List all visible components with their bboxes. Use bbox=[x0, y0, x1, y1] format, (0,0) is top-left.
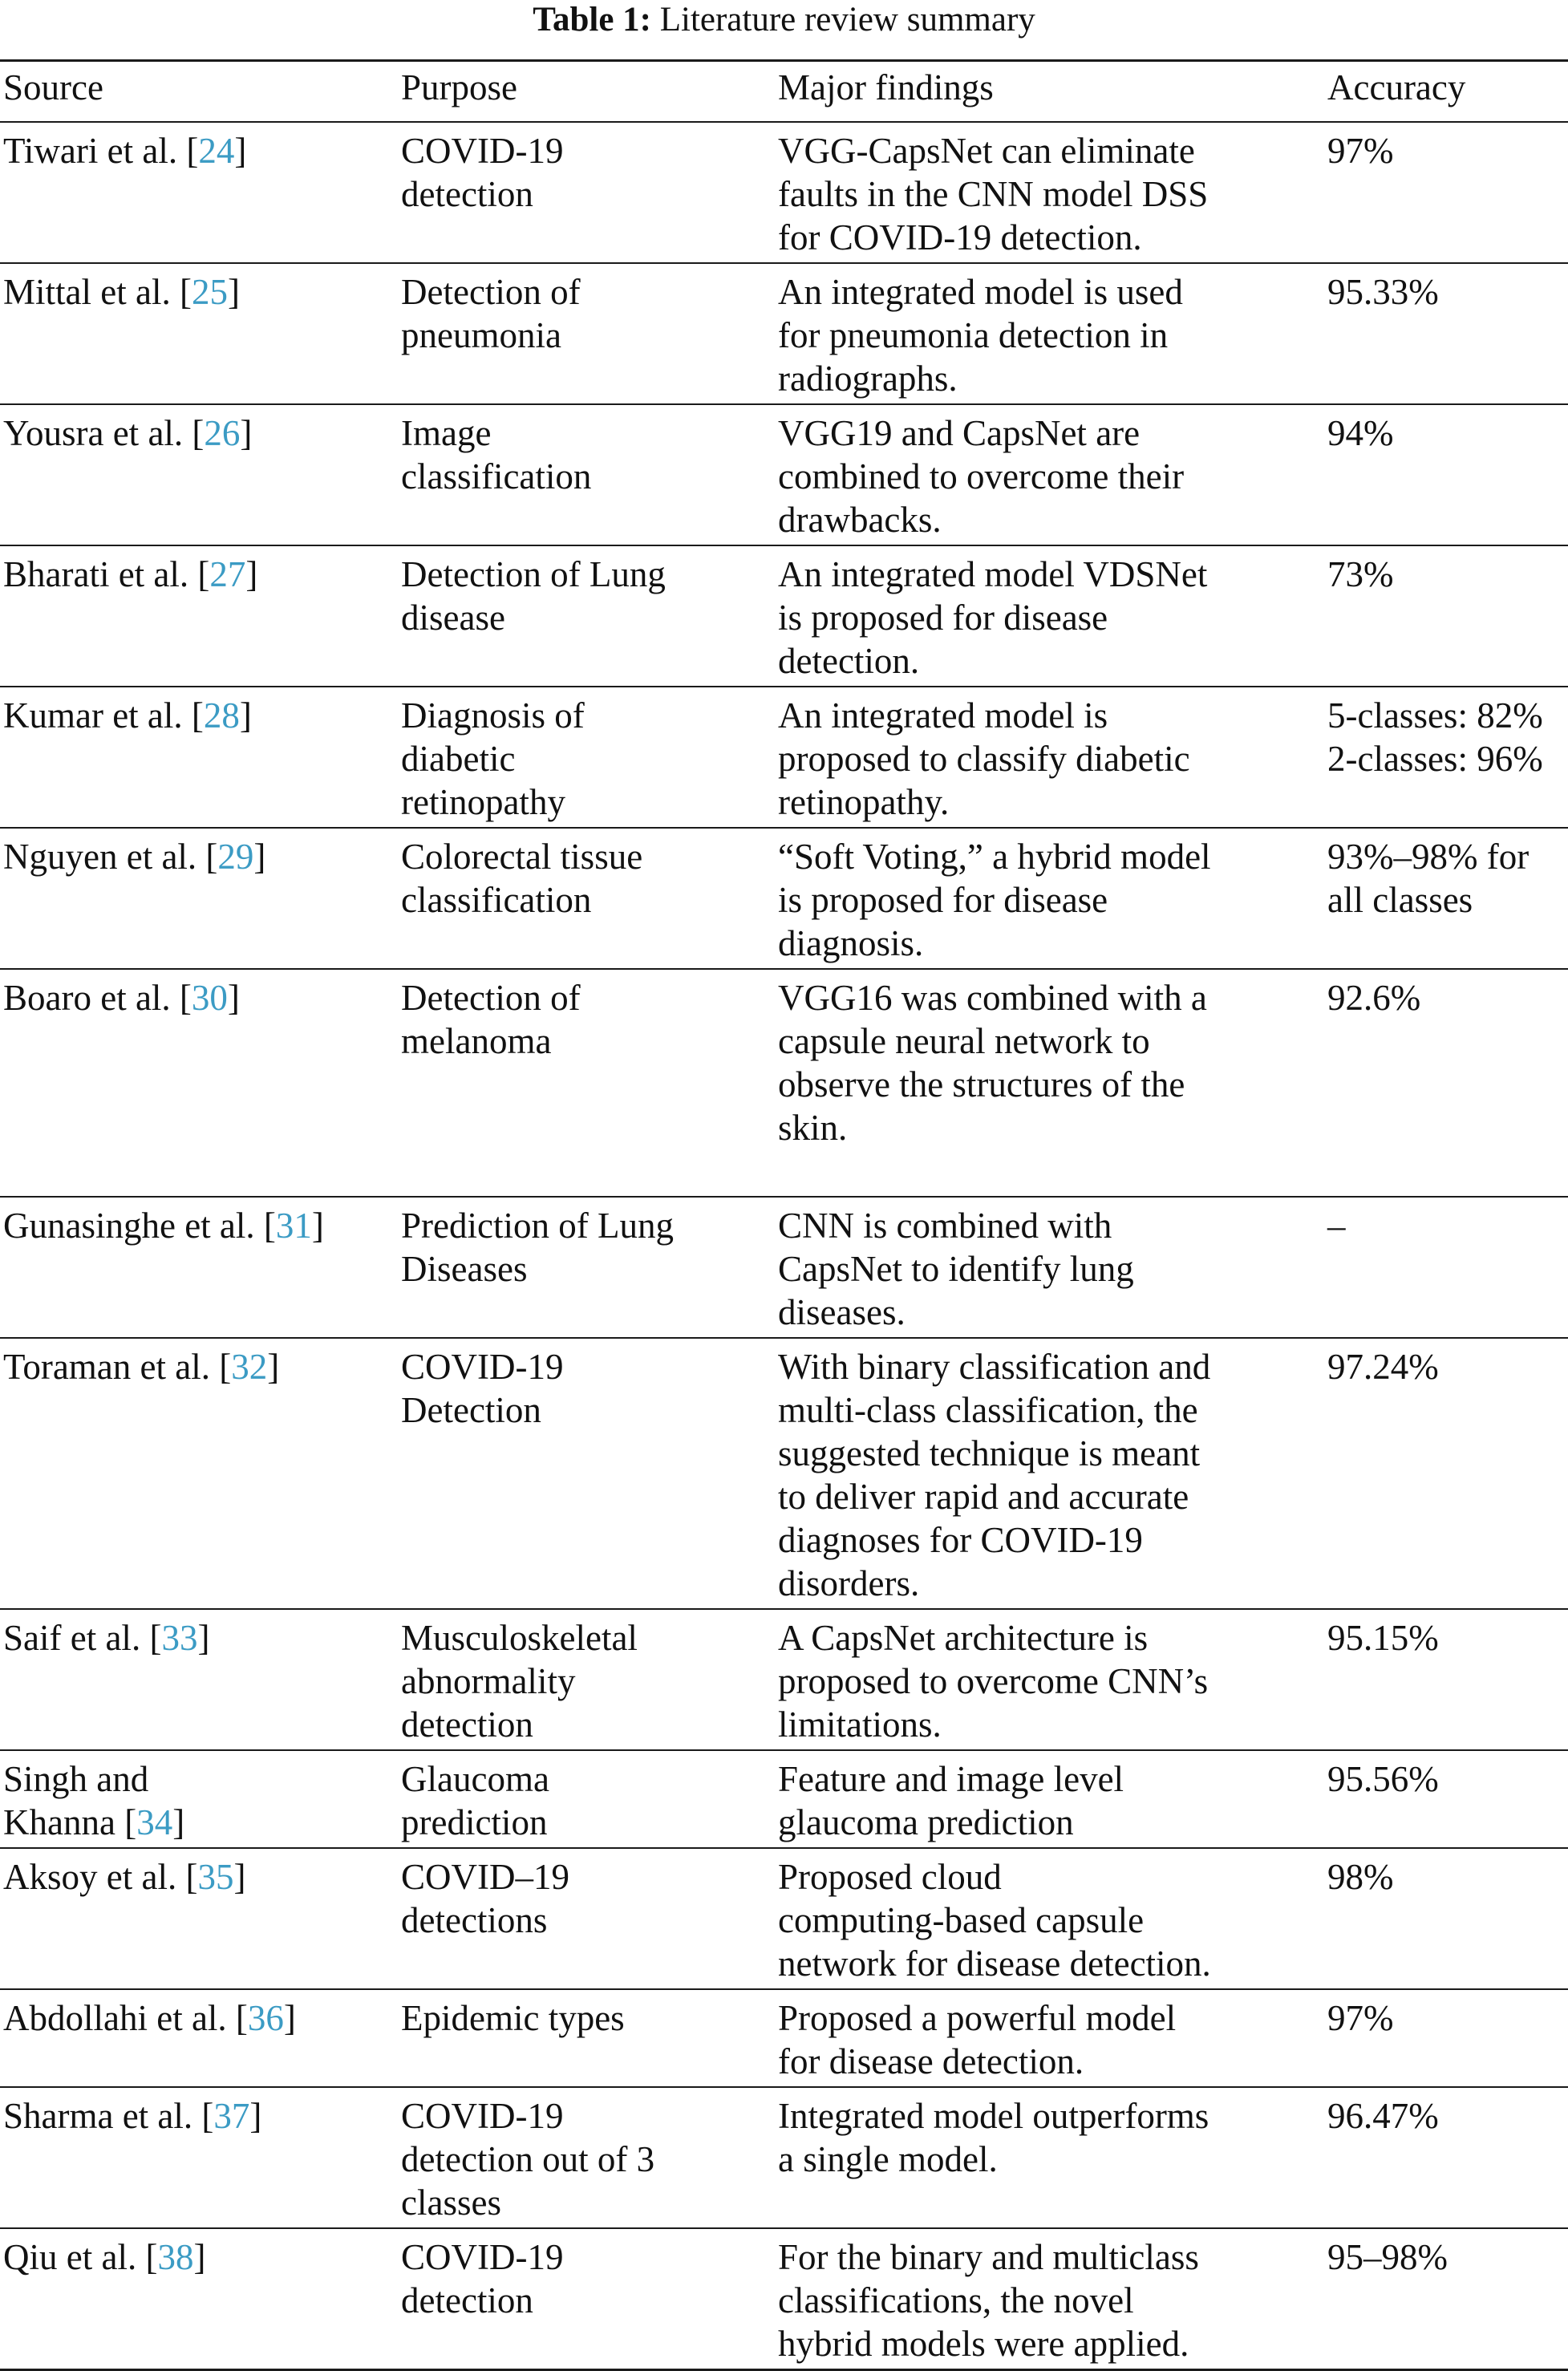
purpose-line: Diseases bbox=[401, 1249, 528, 1289]
citation-bracket: ] bbox=[253, 837, 266, 877]
purpose-cell bbox=[401, 270, 766, 357]
accuracy-cell bbox=[1327, 1345, 1565, 1388]
findings-line: to deliver rapid and accurate bbox=[778, 1477, 1189, 1517]
findings-line: proposed to classify diabetic bbox=[778, 739, 1190, 779]
accuracy-cell bbox=[1327, 129, 1565, 172]
findings-line: diagnosis. bbox=[778, 923, 924, 963]
findings-line: proposed to overcome CNN’s bbox=[778, 1661, 1209, 1701]
accuracy-cell bbox=[1327, 1757, 1565, 1801]
source-line bbox=[3, 1345, 388, 1388]
accuracy-cell bbox=[1327, 411, 1565, 455]
column-header-accuracy: Accuracy bbox=[1327, 67, 1466, 107]
findings-line: diseases. bbox=[778, 1292, 906, 1332]
source-author: Abdollahi et al. [ bbox=[3, 1998, 248, 2038]
accuracy-line: 73% bbox=[1327, 554, 1394, 594]
purpose-cell bbox=[401, 411, 766, 498]
source-cell bbox=[3, 1345, 388, 1388]
source-author: Mittal et al. [ bbox=[3, 272, 192, 312]
findings-line: combined to overcome their bbox=[778, 456, 1185, 496]
purpose-line: classes bbox=[401, 2183, 501, 2223]
purpose-line: Detection of bbox=[401, 978, 581, 1018]
accuracy-cell bbox=[1327, 1204, 1565, 1247]
source-line bbox=[3, 411, 388, 455]
citation-bracket: ] bbox=[249, 2096, 262, 2136]
citation-bracket: ] bbox=[233, 1857, 246, 1897]
purpose-line: detection bbox=[401, 2280, 533, 2320]
citation-link[interactable]: 38 bbox=[157, 2237, 194, 2277]
purpose-line: disease bbox=[401, 598, 505, 638]
source-line bbox=[3, 1616, 388, 1660]
table-row bbox=[0, 123, 1568, 262]
citation-bracket: ] bbox=[193, 2237, 206, 2277]
source-cell bbox=[3, 2235, 388, 2279]
findings-line: CapsNet to identify lung bbox=[778, 1249, 1134, 1289]
citation-link[interactable]: 31 bbox=[275, 1206, 312, 1246]
findings-line: VGG19 and CapsNet are bbox=[778, 413, 1141, 453]
source-line bbox=[3, 129, 388, 172]
source-author: Gunasinghe et al. [ bbox=[3, 1206, 276, 1246]
column-header-findings: Major findings bbox=[778, 67, 994, 107]
purpose-line: detections bbox=[401, 1900, 548, 1940]
findings-line: observe the structures of the bbox=[778, 1064, 1185, 1104]
accuracy-cell bbox=[1327, 1855, 1565, 1899]
purpose-line: Prediction of Lung bbox=[401, 1206, 674, 1246]
accuracy-line: 97% bbox=[1327, 1998, 1394, 2038]
source-cell bbox=[3, 1204, 388, 1247]
accuracy-line: 93%–98% for bbox=[1327, 837, 1530, 877]
findings-line: for pneumonia detection in bbox=[778, 315, 1169, 355]
purpose-cell bbox=[401, 1996, 766, 2040]
citation-link[interactable]: 36 bbox=[247, 1998, 284, 2038]
purpose-line: diabetic bbox=[401, 739, 516, 779]
purpose-cell bbox=[401, 129, 766, 216]
findings-line: radiographs. bbox=[778, 359, 958, 399]
citation-link[interactable]: 27 bbox=[209, 554, 246, 594]
purpose-cell bbox=[401, 976, 766, 1063]
table-row bbox=[0, 829, 1568, 968]
source-author: Tiwari et al. [ bbox=[3, 131, 199, 171]
citation-link[interactable]: 26 bbox=[204, 413, 241, 453]
accuracy-line: 94% bbox=[1327, 413, 1394, 453]
citation-link[interactable]: 32 bbox=[231, 1347, 268, 1387]
purpose-line: detection out of 3 bbox=[401, 2139, 655, 2179]
table-row bbox=[0, 2088, 1568, 2227]
table-row bbox=[0, 546, 1568, 686]
source-cell bbox=[3, 1616, 388, 1660]
findings-line: Proposed a powerful model bbox=[778, 1998, 1177, 2038]
source-line bbox=[3, 1801, 388, 1844]
source-line bbox=[3, 2235, 388, 2279]
findings-line: a single model. bbox=[778, 2139, 998, 2179]
findings-line: limitations. bbox=[778, 1704, 942, 1745]
source-author: Boaro et al. [ bbox=[3, 978, 192, 1018]
purpose-line: pneumonia bbox=[401, 315, 561, 355]
purpose-line: classification bbox=[401, 880, 592, 920]
table-row bbox=[0, 264, 1568, 403]
findings-cell bbox=[778, 1855, 1307, 1985]
findings-cell bbox=[778, 411, 1307, 541]
findings-line: multi-class classification, the bbox=[778, 1390, 1198, 1430]
purpose-cell bbox=[401, 2094, 766, 2224]
findings-line: network for disease detection. bbox=[778, 1943, 1211, 1984]
purpose-line: Detection bbox=[401, 1390, 541, 1430]
findings-line: suggested technique is meant bbox=[778, 1433, 1201, 1473]
findings-line: detection. bbox=[778, 641, 920, 681]
accuracy-line: all classes bbox=[1327, 880, 1473, 920]
source-line bbox=[3, 1996, 388, 2040]
purpose-cell bbox=[401, 694, 766, 824]
findings-line: diagnoses for COVID-19 bbox=[778, 1520, 1143, 1560]
findings-line: capsule neural network to bbox=[778, 1021, 1150, 1061]
source-cell bbox=[3, 835, 388, 878]
findings-line: computing-based capsule bbox=[778, 1900, 1145, 1940]
findings-cell bbox=[778, 2235, 1307, 2365]
table-row bbox=[0, 1339, 1568, 1608]
findings-line: glaucoma prediction bbox=[778, 1802, 1074, 1842]
findings-line: With binary classification and bbox=[778, 1347, 1211, 1387]
citation-link[interactable]: 24 bbox=[198, 131, 235, 171]
citation-link[interactable]: 35 bbox=[197, 1857, 234, 1897]
source-line bbox=[3, 694, 388, 737]
source-cell bbox=[3, 2094, 388, 2138]
source-line bbox=[3, 835, 388, 878]
findings-line: Feature and image level bbox=[778, 1759, 1124, 1799]
column-header-purpose: Purpose bbox=[401, 67, 517, 107]
table-row bbox=[0, 1990, 1568, 2086]
purpose-line: Detection of bbox=[401, 272, 581, 312]
purpose-line: COVID-19 bbox=[401, 1347, 564, 1387]
purpose-line: COVID-19 bbox=[401, 2096, 564, 2136]
findings-line: is proposed for disease bbox=[778, 880, 1108, 920]
accuracy-line: 92.6% bbox=[1327, 978, 1421, 1018]
accuracy-line: 95.15% bbox=[1327, 1618, 1439, 1658]
table-title: Literature review summary bbox=[659, 1, 1035, 39]
source-line bbox=[3, 1757, 388, 1801]
purpose-line: Image bbox=[401, 413, 492, 453]
citation-link[interactable]: 34 bbox=[136, 1802, 173, 1842]
source-author: Toraman et al. [ bbox=[3, 1347, 232, 1387]
accuracy-cell bbox=[1327, 553, 1565, 596]
purpose-line: retinopathy bbox=[401, 782, 565, 822]
purpose-line: Colorectal tissue bbox=[401, 837, 643, 877]
source-line bbox=[3, 270, 388, 314]
findings-cell bbox=[778, 553, 1307, 683]
source-author: Qiu et al. [ bbox=[3, 2237, 158, 2277]
findings-line: An integrated model is used bbox=[778, 272, 1183, 312]
findings-line: “Soft Voting,” a hybrid model bbox=[778, 837, 1211, 877]
purpose-cell bbox=[401, 1855, 766, 1942]
table-caption bbox=[0, 0, 1568, 40]
purpose-line: detection bbox=[401, 174, 533, 214]
findings-line: skin. bbox=[778, 1108, 848, 1148]
accuracy-line: 98% bbox=[1327, 1857, 1394, 1897]
findings-line: classifications, the novel bbox=[778, 2280, 1134, 2320]
source-author: Singh and bbox=[3, 1759, 149, 1799]
citation-bracket: ] bbox=[172, 1802, 185, 1842]
source-cell bbox=[3, 129, 388, 172]
findings-cell bbox=[778, 1345, 1307, 1605]
findings-line: CNN is combined with bbox=[778, 1206, 1112, 1246]
accuracy-line: 95.56% bbox=[1327, 1759, 1439, 1799]
column-header-source: Source bbox=[3, 67, 103, 107]
source-author: Khanna [ bbox=[3, 1802, 137, 1842]
source-author: Nguyen et al. [ bbox=[3, 837, 218, 877]
findings-line: An integrated model is bbox=[778, 695, 1108, 736]
findings-line: An integrated model VDSNet bbox=[778, 554, 1208, 594]
purpose-line: Epidemic types bbox=[401, 1998, 625, 2038]
purpose-line: detection bbox=[401, 1704, 533, 1745]
source-cell bbox=[3, 694, 388, 737]
purpose-line: melanoma bbox=[401, 1021, 552, 1061]
purpose-line: COVID–19 bbox=[401, 1857, 569, 1897]
accuracy-cell bbox=[1327, 1616, 1565, 1660]
purpose-line: COVID-19 bbox=[401, 131, 564, 171]
citation-link[interactable]: 33 bbox=[161, 1618, 198, 1658]
citation-bracket: ] bbox=[240, 413, 253, 453]
findings-cell bbox=[778, 1757, 1307, 1844]
findings-line: VGG-CapsNet can eliminate bbox=[778, 131, 1195, 171]
accuracy-line: 95–98% bbox=[1327, 2237, 1448, 2277]
accuracy-line: 97.24% bbox=[1327, 1347, 1439, 1387]
purpose-line: prediction bbox=[401, 1802, 548, 1842]
source-line bbox=[3, 976, 388, 1019]
source-author: Aksoy et al. [ bbox=[3, 1857, 198, 1897]
source-cell bbox=[3, 553, 388, 596]
source-author: Sharma et al. [ bbox=[3, 2096, 214, 2136]
table-row bbox=[0, 970, 1568, 1196]
citation-bracket: ] bbox=[227, 978, 240, 1018]
findings-cell bbox=[778, 694, 1307, 824]
purpose-line: abnormality bbox=[401, 1661, 576, 1701]
purpose-cell bbox=[401, 553, 766, 639]
source-line bbox=[3, 1204, 388, 1247]
findings-line: disorders. bbox=[778, 1563, 920, 1603]
findings-cell bbox=[778, 129, 1307, 259]
table-header-row bbox=[0, 61, 1568, 120]
citation-bracket: ] bbox=[245, 554, 258, 594]
accuracy-line: 96.47% bbox=[1327, 2096, 1439, 2136]
table-row bbox=[0, 1751, 1568, 1847]
findings-cell bbox=[778, 1996, 1307, 2083]
purpose-cell bbox=[401, 1757, 766, 1844]
citation-bracket: ] bbox=[227, 272, 240, 312]
purpose-line: Diagnosis of bbox=[401, 695, 585, 736]
findings-cell bbox=[778, 976, 1307, 1149]
findings-line: VGG16 was combined with a bbox=[778, 978, 1207, 1018]
citation-bracket: ] bbox=[239, 695, 252, 736]
source-cell bbox=[3, 411, 388, 455]
purpose-line: Detection of Lung bbox=[401, 554, 666, 594]
accuracy-cell bbox=[1327, 2235, 1565, 2279]
citation-link[interactable]: 29 bbox=[217, 837, 254, 877]
accuracy-cell bbox=[1327, 270, 1565, 314]
findings-cell bbox=[778, 2094, 1307, 2181]
findings-line: drawbacks. bbox=[778, 500, 942, 540]
accuracy-line: 95.33% bbox=[1327, 272, 1439, 312]
citation-link[interactable]: 25 bbox=[191, 272, 228, 312]
findings-line: Integrated model outperforms bbox=[778, 2096, 1209, 2136]
source-cell bbox=[3, 1757, 388, 1844]
purpose-cell bbox=[401, 1204, 766, 1291]
source-line bbox=[3, 1855, 388, 1899]
source-cell bbox=[3, 976, 388, 1019]
findings-line: faults in the CNN model DSS bbox=[778, 174, 1209, 214]
purpose-line: Musculoskeletal bbox=[401, 1618, 638, 1658]
accuracy-line: – bbox=[1327, 1206, 1346, 1246]
accuracy-line: 2-classes: 96% bbox=[1327, 739, 1543, 779]
accuracy-cell bbox=[1327, 976, 1565, 1019]
purpose-cell bbox=[401, 835, 766, 922]
purpose-line: classification bbox=[401, 456, 592, 496]
findings-line: A CapsNet architecture is bbox=[778, 1618, 1149, 1658]
findings-line: for COVID-19 detection. bbox=[778, 217, 1142, 257]
findings-line: for disease detection. bbox=[778, 2041, 1084, 2081]
citation-bracket: ] bbox=[197, 1618, 210, 1658]
purpose-line: COVID-19 bbox=[401, 2237, 564, 2277]
citation-link[interactable]: 37 bbox=[213, 2096, 250, 2136]
citation-bracket: ] bbox=[267, 1347, 280, 1387]
purpose-line: Glaucoma bbox=[401, 1759, 549, 1799]
findings-cell bbox=[778, 1616, 1307, 1746]
source-author: Saif et al. [ bbox=[3, 1618, 162, 1658]
accuracy-cell bbox=[1327, 2094, 1565, 2138]
source-cell bbox=[3, 1855, 388, 1899]
findings-line: is proposed for disease bbox=[778, 598, 1108, 638]
citation-link[interactable]: 30 bbox=[191, 978, 228, 1018]
purpose-cell bbox=[401, 1616, 766, 1746]
findings-cell bbox=[778, 270, 1307, 400]
table-row bbox=[0, 1198, 1568, 1337]
accuracy-cell bbox=[1327, 1996, 1565, 2040]
accuracy-line: 97% bbox=[1327, 131, 1394, 171]
findings-line: Proposed cloud bbox=[778, 1857, 1002, 1897]
findings-cell bbox=[778, 1204, 1307, 1334]
citation-bracket: ] bbox=[283, 1998, 296, 2038]
source-author: Yousra et al. [ bbox=[3, 413, 205, 453]
findings-line: For the binary and multiclass bbox=[778, 2237, 1199, 2277]
findings-cell bbox=[778, 835, 1307, 965]
accuracy-line: 5-classes: 82% bbox=[1327, 695, 1543, 736]
accuracy-cell bbox=[1327, 694, 1565, 780]
table-row bbox=[0, 687, 1568, 827]
source-cell bbox=[3, 1996, 388, 2040]
source-line bbox=[3, 553, 388, 596]
source-line bbox=[3, 2094, 388, 2138]
accuracy-cell bbox=[1327, 835, 1565, 922]
findings-line: hybrid models were applied. bbox=[778, 2324, 1189, 2364]
table-row bbox=[0, 2229, 1568, 2369]
source-author: Kumar et al. [ bbox=[3, 695, 204, 736]
table-row bbox=[0, 1610, 1568, 1749]
table-row bbox=[0, 1849, 1568, 1988]
purpose-cell bbox=[401, 1345, 766, 1432]
citation-bracket: ] bbox=[234, 131, 247, 171]
table-row bbox=[0, 405, 1568, 545]
table-label: Table 1: bbox=[533, 1, 651, 39]
findings-line: retinopathy. bbox=[778, 782, 950, 822]
citation-bracket: ] bbox=[311, 1206, 324, 1246]
citation-link[interactable]: 28 bbox=[203, 695, 240, 736]
source-cell bbox=[3, 270, 388, 314]
purpose-cell bbox=[401, 2235, 766, 2322]
source-author: Bharati et al. [ bbox=[3, 554, 210, 594]
